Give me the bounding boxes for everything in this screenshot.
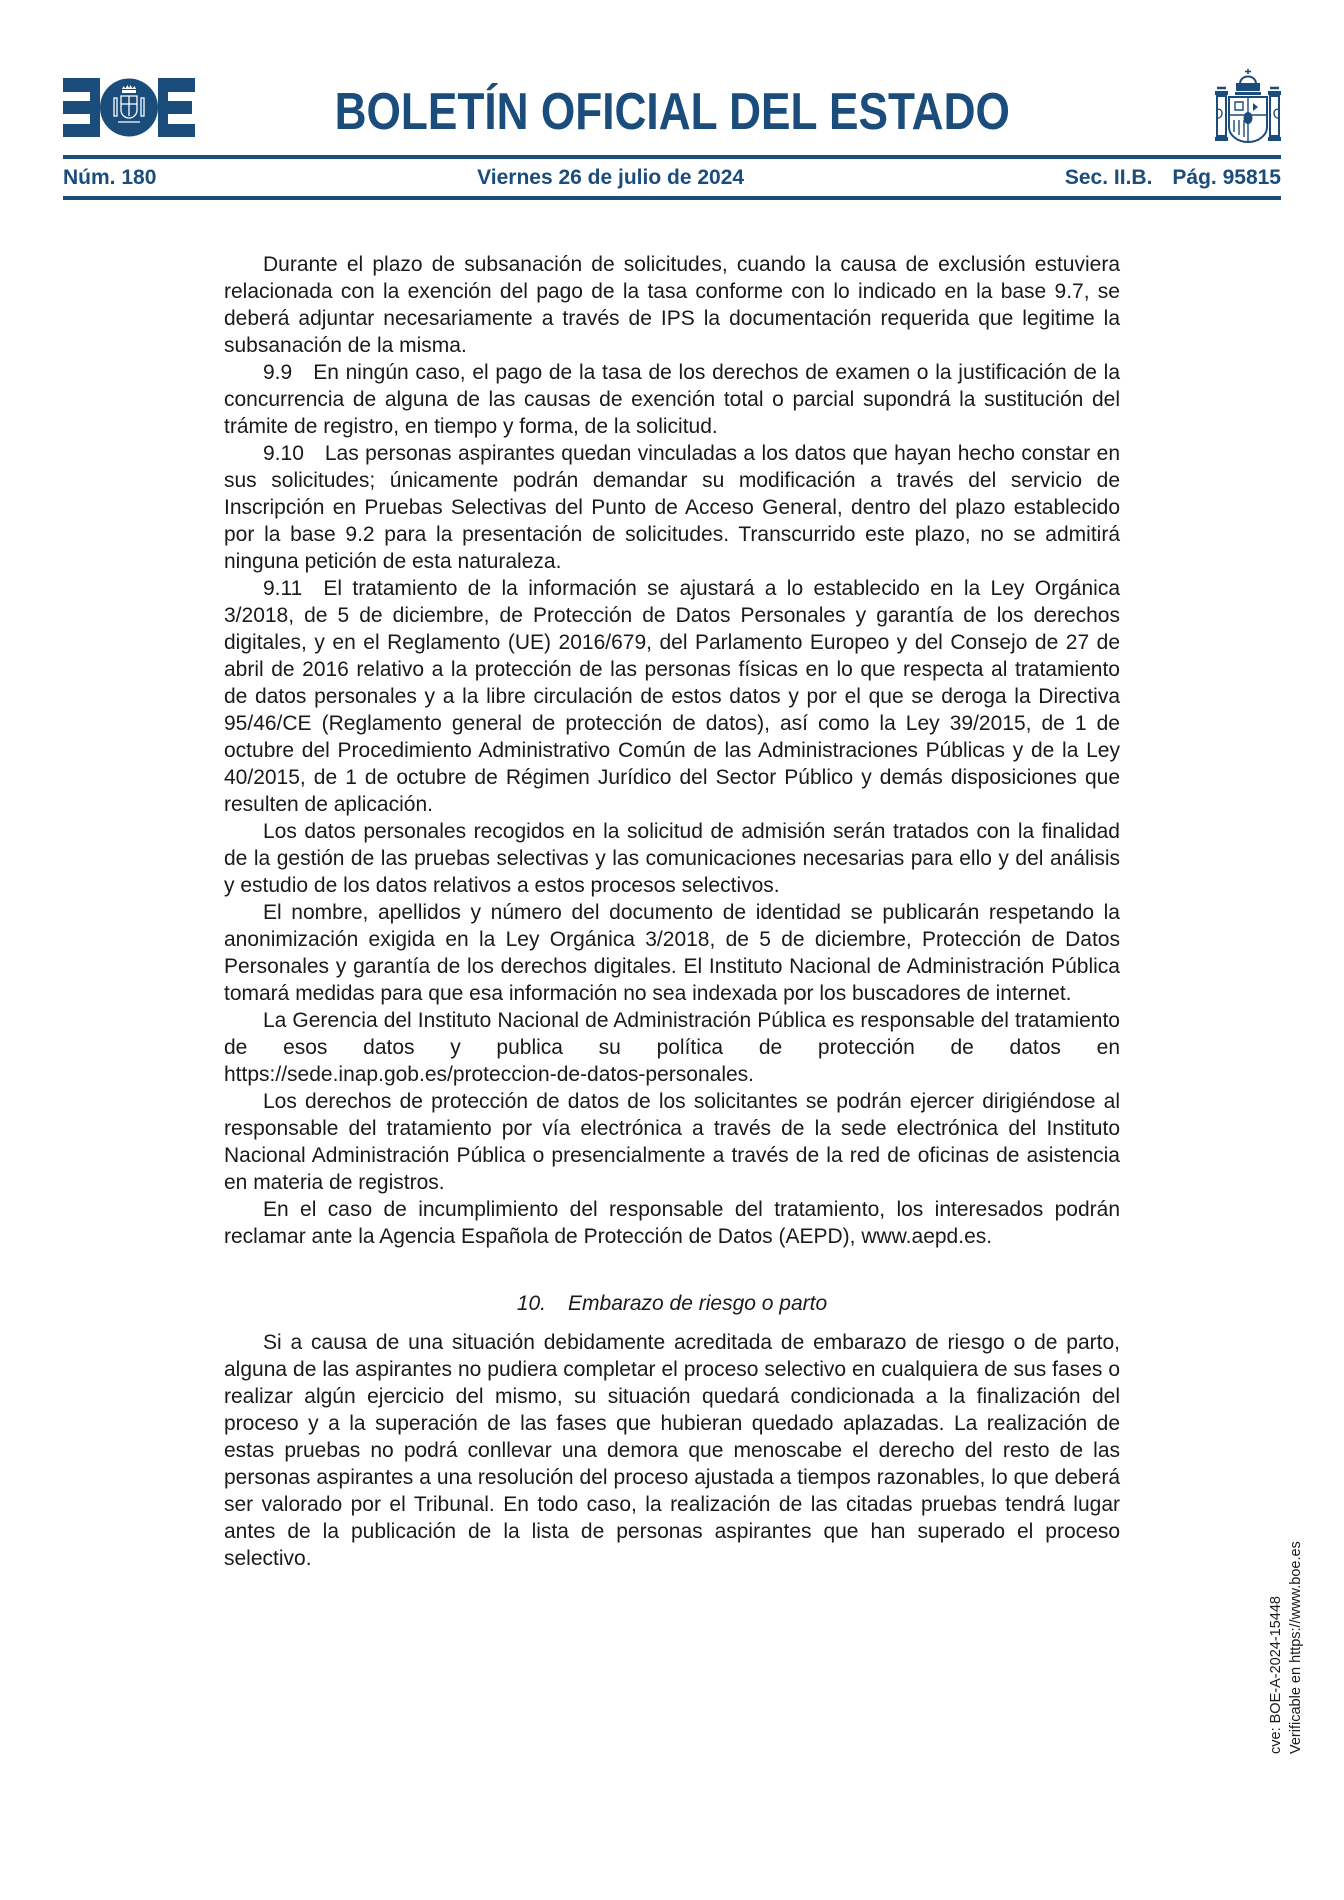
section-and-page (1065, 166, 1281, 190)
masthead (0, 83, 1344, 141)
section-heading (224, 1290, 1120, 1317)
header-rule-bottom (63, 196, 1281, 200)
paragraph: Si a causa de una situación debidamente acreditada de embarazo de riesgo o de parto, alguna de las aspirantes no pudiera completar el proceso selectivo en cualquiera de sus fases o realizar algún ejercicio del mismo, su situación quedará condicionada a la finalización del proceso y a la superación de las fases que hubieran quedado aplazadas. La realización de estas pruebas no podrá conllevar una demora que menoscabe el derecho del resto de las personas aspirantes a una resolución del proceso ajustada a tiempos razonables, lo que deberá ser valorado por el Tribunal. En todo caso, la realización de las citadas pruebas tendrá lugar antes de la publicación de la lista de personas aspirantes que han superado el proceso selectivo. (224, 1331, 1120, 1570)
document-body (224, 251, 1120, 1572)
paragraph: La Gerencia del Instituto Nacional de Administración Pública es responsable del tratamiento de esos datos y publica su política de protección de datos en https://sede.inap.gob.es/proteccion-de-datos-personales. (224, 1009, 1120, 1086)
section-heading-text: Embarazo de riesgo o parto (568, 1292, 828, 1315)
section-heading-number: 10. (516, 1292, 547, 1315)
cve-code: cve: BOE-A-2024-15448 (1268, 1596, 1284, 1754)
issue-date: Viernes 26 de julio de 2024 (477, 166, 745, 189)
page-title: BOLETÍN OFICIAL DEL ESTADO (334, 83, 1010, 141)
header-info-row (63, 163, 1281, 193)
paragraph: Durante el plazo de subsanación de solicitudes, cuando la causa de exclusión estuviera relacionada con la exención del pago de la tasa conforme con lo indicado en la base 9.7, se deberá adjuntar necesariamente a través de IPS la documentación requerida que legitime la subsanación de la misma. (224, 253, 1120, 357)
paragraph: Los derechos de protección de datos de los solicitantes se podrán ejercer dirigiéndose al responsable del tratamiento por vía electrónica a través de la sede electrónica del Instituto Nacional Administración Pública o presencialmente a través de la red de oficinas de asistencia en materia de registros. (224, 1090, 1120, 1194)
spain-coat-of-arms-icon (1213, 66, 1283, 150)
paragraph: En el caso de incumplimiento del responsable del tratamiento, los interesados podrán reclamar ante la Agencia Española de Protección de Datos (AEPD), www.aepd.es. (224, 1198, 1120, 1248)
paragraph: 9.11 El tratamiento de la información se ajustará a lo establecido en la Ley Orgánica 3/2018, de 5 de diciembre, de Protección de Datos Personales y garantía de los derechos digitales, y en el Reglamento (UE) 2016/679, del Parlamento Europeo y del Consejo de 27 de abril de 2016 relativo a la protección de las personas físicas en lo que respecta al tratamiento de datos personales y a la libre circulación de estos datos y por el que se deroga la Directiva 95/46/CE (Reglamento general de protección de datos), así como la Ley 39/2015, de 1 de octubre del Procedimiento Administrativo Común de las Administraciones Públicas y de la Ley 40/2015, de 1 de octubre de Régimen Jurídico del Sector Público y demás disposiciones que resulten de aplicación. (224, 577, 1120, 816)
paragraph: 9.10 Las personas aspirantes quedan vinculadas a los datos que hayan hecho constar en sus solicitudes; únicamente podrán demandar su modificación a través del servicio de Inscripción en Pruebas Selectivas del Punto de Acceso General, dentro del plazo establecido por la base 9.2 para la presentación de solicitudes. Transcurrido este plazo, no se admitirá ninguna petición de esta naturaleza. (224, 442, 1120, 573)
margin-note (1266, 1541, 1306, 1754)
page-number: Pág. 95815 (1172, 166, 1281, 189)
paragraph: Los datos personales recogidos en la solicitud de admisión serán tratados con la finalidad de la gestión de las pruebas selectivas y las comunicaciones necesarias para ello y del análisis y estudio de los datos relativos a estos procesos selectivos. (224, 820, 1120, 897)
issue-number: Núm. 180 (63, 166, 157, 189)
paragraph: 9.9 En ningún caso, el pago de la tasa de los derechos de examen o la justificación de la concurrencia de alguna de las causas de exención total o parcial supondrá la sustitución del trámite de registro, en tiempo y forma, de la solicitud. (224, 361, 1120, 438)
section-label: Sec. II.B. (1064, 166, 1153, 189)
verifiable-url: Verificable en https://www.boe.es (1288, 1541, 1304, 1754)
paragraph: El nombre, apellidos y número del documento de identidad se publicarán respetando la anonimización exigida en la Ley Orgánica 3/2018, de 5 de diciembre, Protección de Datos Personales y garantía de los derechos digitales. El Instituto Nacional de Administración Pública tomará medidas para que esa información no sea indexada por los buscadores de internet. (224, 901, 1120, 1005)
header-rule-top (63, 155, 1281, 159)
